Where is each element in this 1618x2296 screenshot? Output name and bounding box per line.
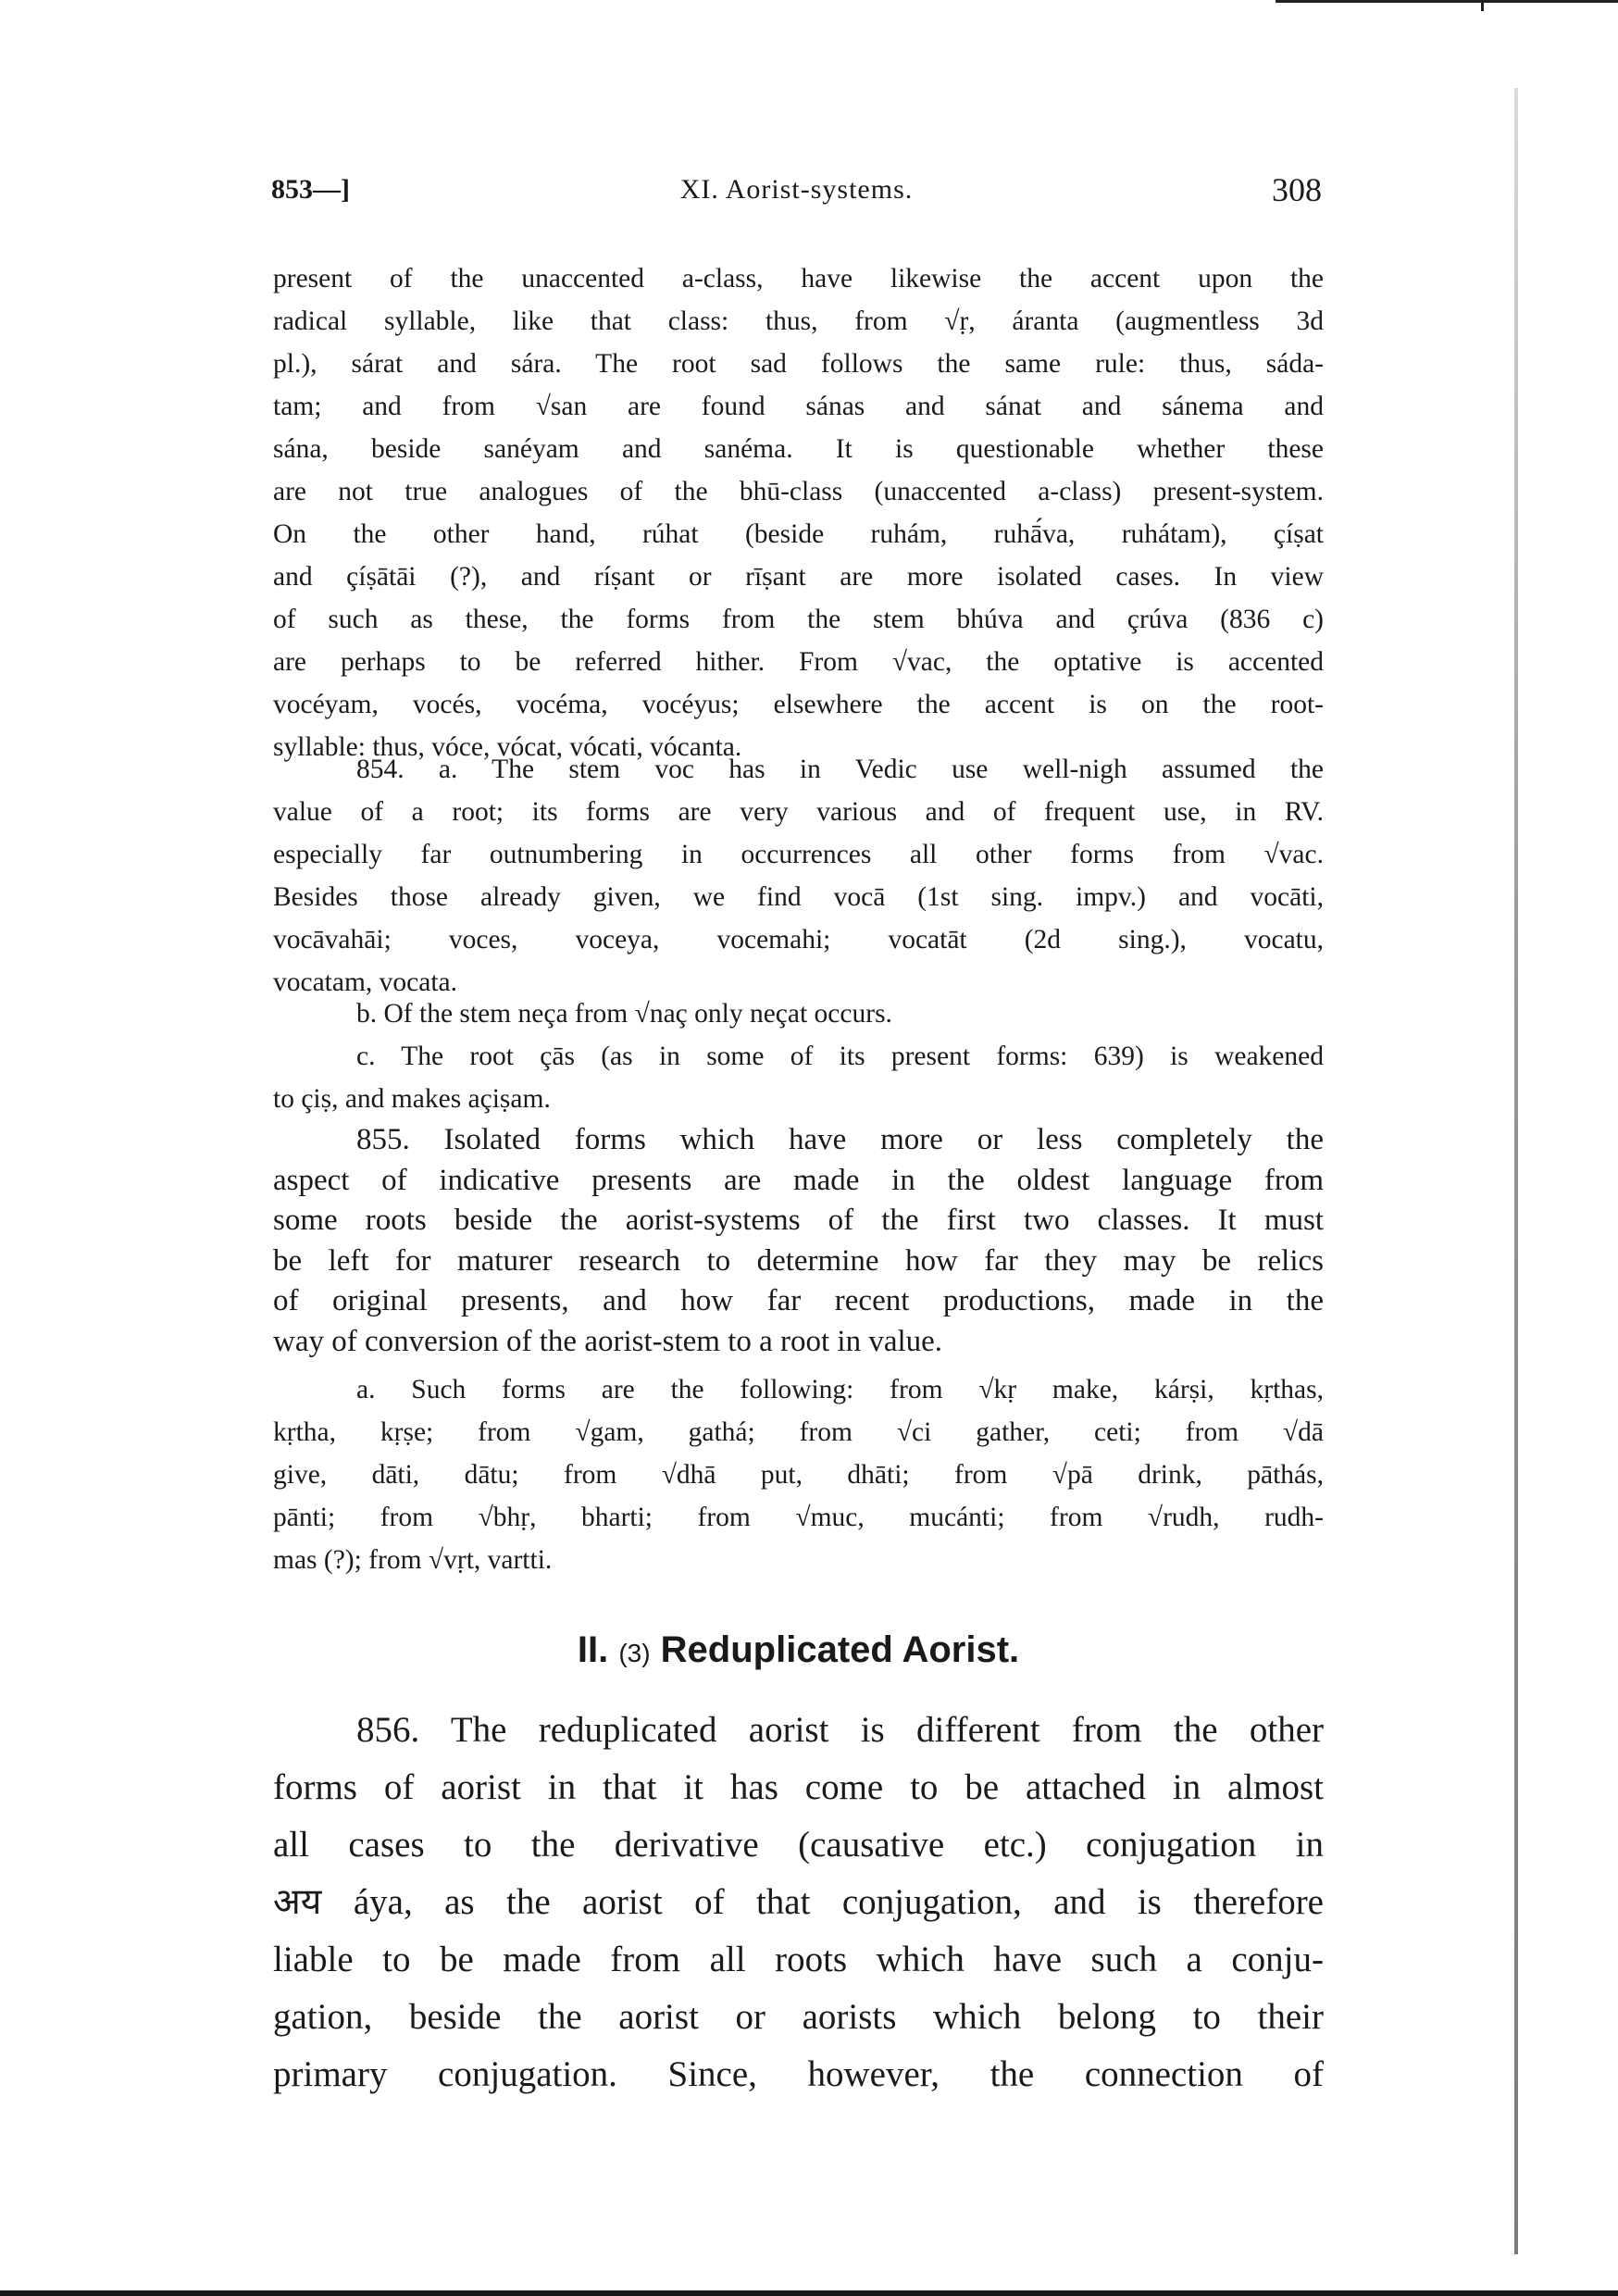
text-line: mas (?); from √vṛt, vartti.	[273, 1545, 553, 1575]
text-line: pānti; from √bhṛ, bharti; from √muc, mucánti; from √rudh, rudh-	[273, 1503, 1324, 1532]
section-heading	[273, 1629, 1324, 1671]
text-line: way of conversion of the aorist-stem to a root in value.	[273, 1324, 943, 1358]
paragraph-854c	[273, 1035, 1324, 1120]
text-line: liable to be made from all roots which have such a conju-	[273, 1940, 1324, 1979]
section-roman-numeral: II.	[577, 1629, 609, 1670]
paragraph-855a	[273, 1368, 1324, 1581]
paragraph-856	[273, 1702, 1324, 2103]
text-line: syllable: thus, vóce, vócat, vócati, vócanta.	[273, 732, 742, 762]
section-number: (3)	[618, 1639, 651, 1667]
text-line: are not true analogues of the bhū-class (unaccented a-class) present-system.	[273, 477, 1324, 506]
text-line: and çíṣātāi (?), and ríṣant or rīṣant are more isolated cases. In view	[273, 562, 1324, 592]
scan-border-top	[1276, 0, 1618, 3]
paragraph-854b	[273, 992, 1324, 1035]
page-number: 308	[1272, 171, 1322, 208]
scan-edge-right	[1514, 88, 1518, 2254]
text-line: gation, beside the aorist or aorists which belong to their	[273, 1997, 1324, 2037]
chapter-title: XI. Aorist-systems.	[679, 174, 914, 205]
text-line: some roots beside the aorist-systems of the first two classes. It must	[273, 1204, 1324, 1237]
text-line: be left for maturer research to determine how far they may be relics	[273, 1243, 1324, 1278]
text-line: vocāvahāi; voces, voceya, vocemahi; vocatāt (2d sing.), vocatu,	[273, 925, 1324, 955]
scan-edge-bottom	[0, 2290, 1618, 2296]
text-line: On the other hand, rúhat (beside ruhám, ruhā́va, ruhátam), çíṣat	[273, 519, 1324, 549]
section-title: Reduplicated Aorist.	[660, 1629, 1020, 1670]
text-line: a. Such forms are the following: from √kṛ make, kárṣi, kṛthas,	[356, 1375, 1324, 1404]
text-line: give, dāti, dātu; from √dhā put, dhāti; from √pā drink, pāthás,	[273, 1460, 1324, 1490]
text-line: to çiṣ, and makes açiṣam.	[273, 1084, 551, 1114]
text-line: b. Of the stem neça from √naç only neçat occurs.	[356, 999, 892, 1029]
text-line: radical syllable, like that class: thus, from √ṛ, áranta (augmentless 3d	[273, 306, 1324, 336]
text-line: Besides those already given, we find vocā (1st sing. impv.) and vocāti,	[273, 882, 1324, 912]
text-line: kṛtha, kṛṣe; from √gam, gathá; from √ci gather, ceti; from √dā	[273, 1417, 1324, 1447]
text-line: primary conjugation. Since, however, the connection of	[273, 2054, 1324, 2094]
text-line: अय áya, as the aorist of that conjugation, and is therefore	[273, 1882, 1324, 1922]
section-reference: 853—]	[271, 174, 350, 205]
paragraph-853-continued	[273, 257, 1324, 768]
text-line: present of the unaccented a-class, have likewise the accent upon the	[273, 264, 1324, 293]
text-line: 854. a. The stem voc has in Vedic use well-nigh assumed the	[356, 755, 1324, 784]
paragraph-855	[273, 1120, 1324, 1362]
text-line: value of a root; its forms are very various and of frequent use, in RV.	[273, 797, 1324, 827]
text-line: are perhaps to be referred hither. From √vac, the optative is accented	[273, 647, 1324, 677]
text-line: sána, beside sanéyam and sanéma. It is questionable whether these	[273, 434, 1324, 464]
text-line: forms of aorist in that it has come to be attached in almost	[273, 1767, 1324, 1807]
text-line: all cases to the derivative (causative etc.) conjugation in	[273, 1825, 1324, 1865]
text-line: especially far outnumbering in occurrences all other forms from √vac.	[273, 840, 1324, 869]
text-line: pl.), sárat and sára. The root sad follows the same rule: thus, sáda-	[273, 349, 1324, 379]
text-line: aspect of indicative presents are made in the oldest language from	[273, 1163, 1324, 1197]
text-line: 856. The reduplicated aorist is different from the other	[356, 1710, 1324, 1750]
running-head	[271, 171, 1322, 211]
text-line: vocéyam, vocés, vocéma, vocéyus; elsewhere the accent is on the root-	[273, 690, 1324, 719]
text-line: of original presents, and how far recent productions, made in the	[273, 1284, 1324, 1317]
text-line: of such as these, the forms from the stem bhúva and çrúva (836 c)	[273, 605, 1324, 634]
text-line: tam; and from √san are found sánas and sánat and sánema and	[273, 392, 1324, 421]
text-line: vocatam, vocata.	[273, 967, 458, 997]
text-line: 855. Isolated forms which have more or less completely the	[356, 1123, 1324, 1156]
paragraph-854a	[273, 748, 1324, 1004]
text-line: c. The root çās (as in some of its present forms: 639) is weakened	[356, 1042, 1324, 1071]
